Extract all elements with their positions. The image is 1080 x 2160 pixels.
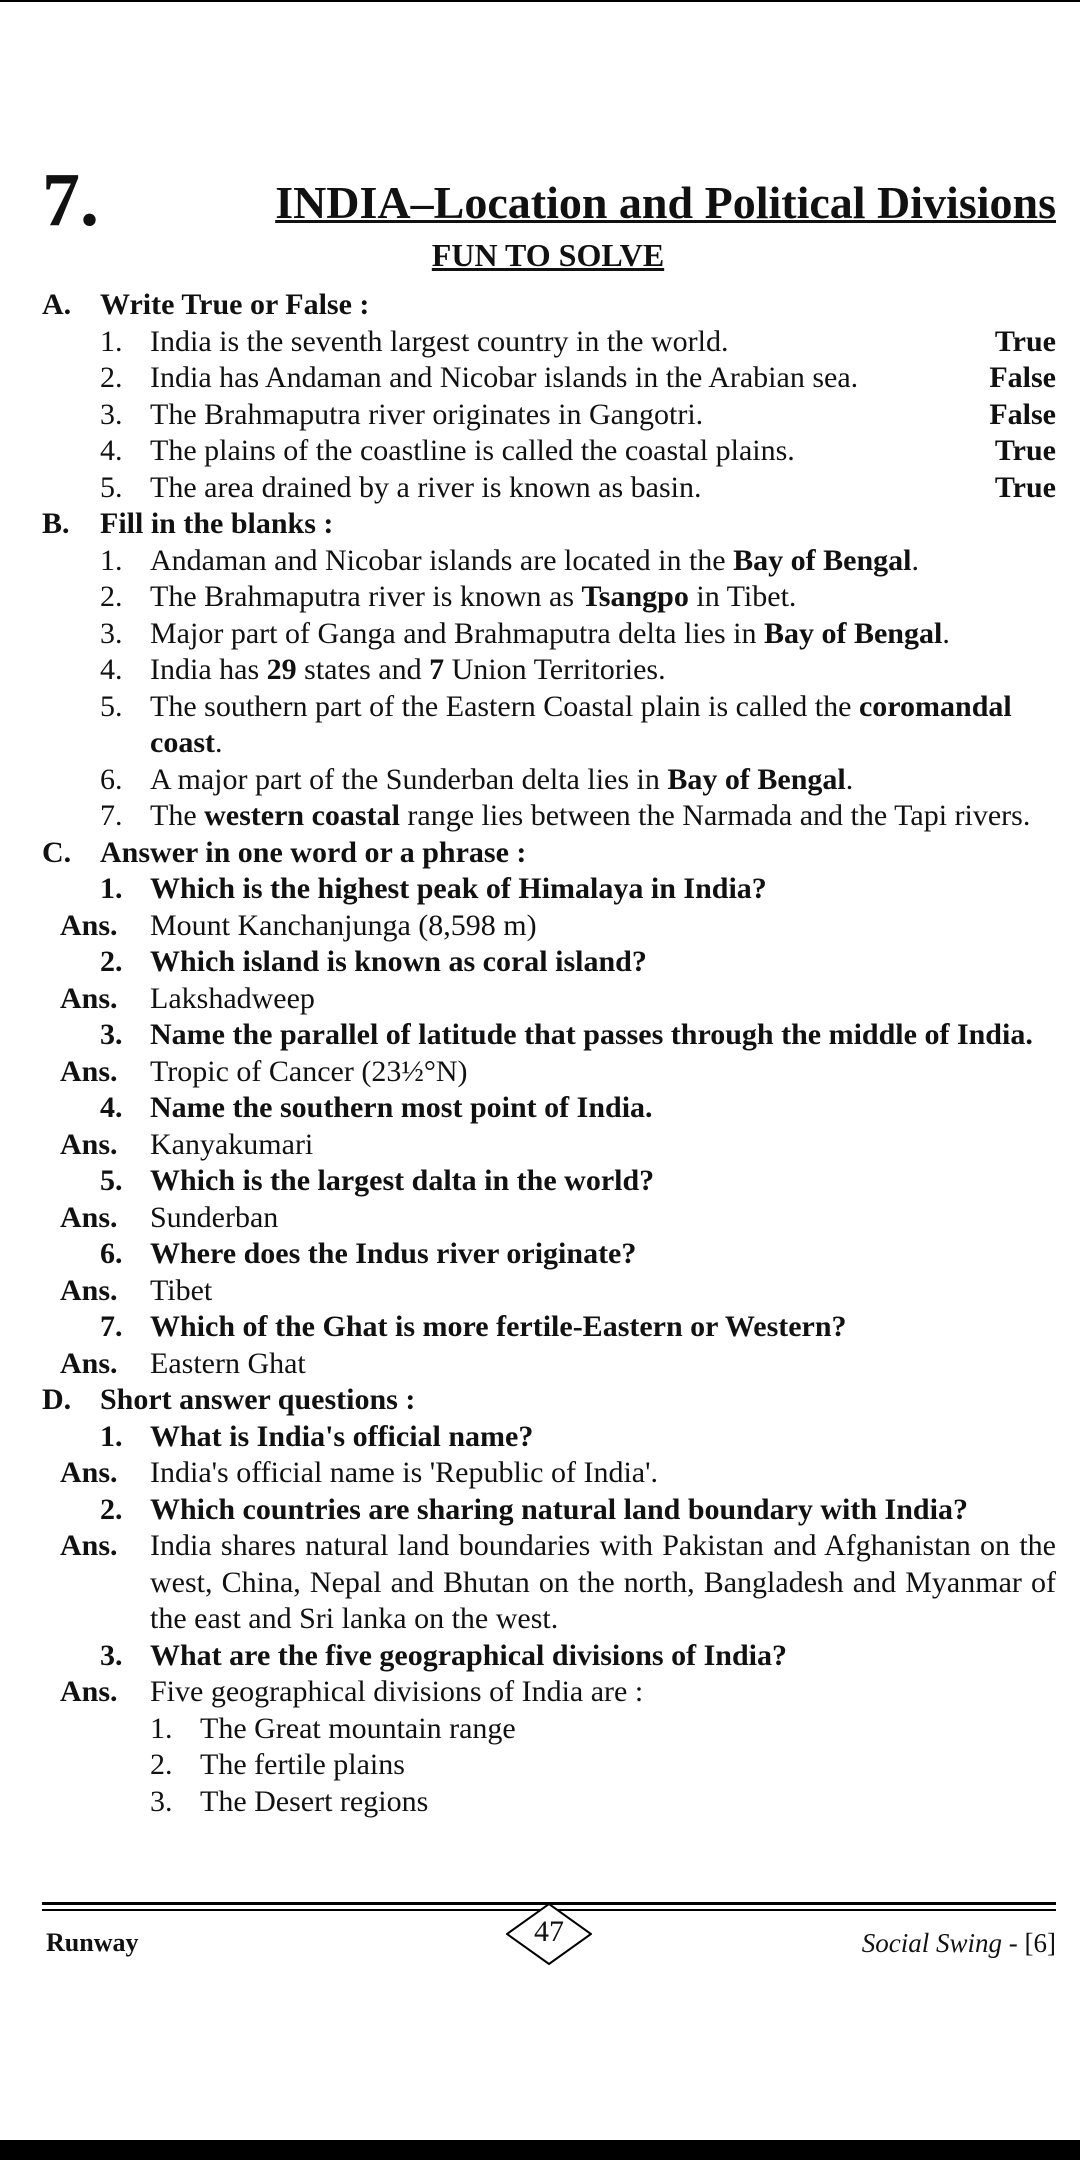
question-text: Which is the highest peak of Himalaya in India? (150, 872, 767, 905)
question-number: 2. (100, 945, 123, 978)
section-a-heading (42, 287, 1056, 324)
answer-text: Tropic of Cancer (23½°N) (150, 1054, 468, 1088)
question-number: 4. (100, 1091, 123, 1124)
answer-text: Tibet (150, 1273, 213, 1307)
text-segment: Andaman and Nicobar islands are located in the (150, 543, 734, 577)
true-false-answer: True (994, 470, 1056, 504)
item-number: 4. (100, 653, 123, 686)
answer (42, 908, 1056, 945)
top-rule (0, 0, 1080, 2)
item-text: The Desert regions (200, 1784, 429, 1818)
text-segment: . (911, 543, 919, 577)
question-text: Which is the largest dalta in the world? (150, 1164, 655, 1197)
question-text: Where does the Indus river originate? (150, 1237, 637, 1270)
question (42, 944, 1056, 981)
list-item (42, 543, 1056, 580)
list-item (42, 470, 1056, 507)
text-segment: . (214, 726, 223, 759)
section-letter: A. (42, 288, 72, 321)
item-text: The plains of the coastline is called the coastal plains. (150, 434, 795, 467)
text-segment: A major part of the Sunderban delta lies in (150, 762, 668, 796)
item-text: The fertile plains (200, 1748, 405, 1781)
question-text: Which island is known as coral island? (150, 945, 647, 978)
page-number-badge (506, 1903, 592, 1965)
section-letter: B. (42, 507, 70, 540)
list-item (42, 324, 1056, 361)
list-item (42, 397, 1056, 434)
question (42, 1163, 1056, 1200)
chapter-title: INDIA–Location and Political Divisions (275, 177, 1056, 228)
answer-text: Sunderban (150, 1200, 279, 1234)
item-number: 3. (100, 616, 123, 650)
answer-label: Ans. (60, 1346, 118, 1380)
question (42, 1419, 1056, 1456)
item-text (150, 652, 1056, 689)
text-segment: The Brahmaputra river is known as (150, 580, 582, 613)
filled-answer: coromandal coast (150, 689, 1012, 759)
answer (42, 1273, 1056, 1310)
section-b-heading (42, 506, 1056, 543)
item-text (150, 689, 1056, 762)
filled-answer: Bay of Bengal (733, 543, 912, 577)
question-text: What are the five geographical divisions of India? (150, 1638, 787, 1672)
question-number: 2. (100, 1492, 123, 1526)
text-segment: . (942, 616, 950, 650)
list-item (42, 652, 1056, 689)
question-text: Name the southern most point of India. (150, 1091, 653, 1124)
question (42, 1090, 1056, 1127)
question-number: 7. (100, 1310, 123, 1343)
filled-answer: Bay of Bengal (763, 616, 943, 650)
item-number: 2. (150, 1748, 173, 1781)
text-segment: . (845, 762, 854, 796)
true-false-answer: True (994, 434, 1056, 467)
list-item (150, 1711, 1056, 1748)
answer (42, 1127, 1056, 1164)
question-number: 1. (100, 872, 123, 905)
question (42, 1309, 1056, 1346)
question-number: 1. (100, 1419, 123, 1453)
item-number: 2. (100, 580, 123, 613)
book-name: Social Swing (861, 1928, 1003, 1958)
text-segment: Union Territories. (444, 653, 666, 686)
item-text (150, 579, 1056, 616)
answer-label: Ans. (60, 1456, 118, 1489)
answer-text: Kanyakumari (150, 1127, 314, 1161)
page-content (42, 287, 1056, 1820)
filled-answer: Tsangpo (581, 580, 689, 613)
list-item (42, 433, 1056, 470)
question-text: Which countries are sharing natural land boundary with India? (150, 1492, 968, 1526)
question (42, 1492, 1056, 1529)
question (42, 871, 1056, 908)
bottom-bar (0, 2140, 1080, 2160)
list-item (150, 1747, 1056, 1784)
answer-label: Ans. (60, 908, 118, 942)
true-false-answer: False (989, 397, 1056, 431)
question-number: 5. (100, 1164, 123, 1197)
item-number: 4. (100, 434, 123, 467)
section-c-heading (42, 835, 1056, 872)
section-title: Short answer questions : (100, 1383, 416, 1416)
question-text: What is India's official name? (150, 1419, 534, 1453)
answer-text: India's official name is 'Republic of India'. (150, 1456, 659, 1489)
answer (42, 1674, 1056, 1711)
book-title (862, 1928, 1056, 1959)
answer-label: Ans. (60, 1200, 118, 1234)
text-segment: in Tibet. (688, 580, 797, 613)
list-item (42, 579, 1056, 616)
question-number: 3. (100, 1638, 123, 1672)
section-title: Answer in one word or a phrase : (100, 835, 527, 869)
answer (42, 981, 1056, 1018)
list-item (42, 360, 1056, 397)
list-item (42, 798, 1056, 835)
answer-label: Ans. (60, 1054, 118, 1088)
publisher-name: Runway (46, 1928, 139, 1957)
answer-text: Eastern Ghat (150, 1346, 306, 1380)
chapter-number: 7. (42, 158, 99, 242)
answer-text: India shares natural land boundaries with Pakistan and Afghanistan on the west, China, Nepal and Bhutan on the north, Bangladesh and Myanmar of the east and Sri lanka on the west. (150, 1529, 1056, 1635)
filled-answer: western coastal (204, 799, 400, 832)
section-d-heading (42, 1382, 1056, 1419)
list-item (150, 1784, 1056, 1821)
item-text (150, 762, 1056, 799)
section-subtitle: FUN TO SOLVE (431, 237, 665, 273)
true-false-answer: False (989, 361, 1056, 394)
filled-answer: 7 (429, 653, 445, 686)
item-number: 1. (150, 1711, 173, 1745)
section-letter: D. (42, 1383, 72, 1416)
text-segment: India has (150, 653, 267, 686)
item-number: 6. (100, 762, 123, 796)
text-segment: The southern part of the Eastern Coastal plain is called the (150, 689, 859, 723)
answer (42, 1054, 1056, 1091)
item-number: 7. (100, 799, 123, 832)
text-segment: range lies between the Narmada and the Tapi rivers. (399, 799, 1031, 832)
item-number: 5. (100, 689, 123, 723)
section-title: Fill in the blanks : (100, 507, 334, 540)
answer-label: Ans. (60, 1675, 118, 1708)
answer (42, 1346, 1056, 1383)
separator: - (1002, 1928, 1025, 1958)
list-item (42, 689, 1056, 762)
answer (42, 1528, 1056, 1638)
item-number: 5. (100, 470, 123, 504)
text-segment: Major part of Ganga and Brahmaputra delta lies in (150, 616, 764, 650)
answer-text: Mount Kanchanjunga (8,598 m) (150, 908, 537, 942)
item-text (150, 616, 1056, 653)
item-text: India has Andaman and Nicobar islands in the Arabian sea. (150, 361, 859, 394)
text-segment: The (150, 799, 205, 832)
answer-label: Ans. (60, 1127, 118, 1161)
item-text (150, 543, 1056, 580)
item-number: 3. (150, 1784, 173, 1818)
item-number: 1. (100, 543, 123, 577)
text-segment: states and (296, 653, 430, 686)
item-text: The Brahmaputra river originates in Gangotri. (150, 397, 704, 431)
answer (42, 1455, 1056, 1492)
true-false-answer: True (994, 324, 1056, 358)
section-letter: C. (42, 835, 72, 869)
item-text: India is the seventh largest country in the world. (150, 324, 729, 358)
answer-label: Ans. (60, 1273, 118, 1307)
filled-answer: 29 (266, 653, 297, 686)
class-label: [6] (1024, 1928, 1056, 1958)
question (42, 1638, 1056, 1675)
question-text: Which of the Ghat is more fertile-Eastern or Western? (150, 1310, 847, 1343)
question-number: 6. (100, 1237, 123, 1270)
page-number: 47 (534, 1915, 564, 1948)
answer (42, 1200, 1056, 1237)
filled-answer: Bay of Bengal (667, 762, 846, 796)
answer-label: Ans. (60, 981, 118, 1015)
answer-text: Five geographical divisions of India are : (150, 1675, 644, 1708)
section-title: Write True or False : (100, 288, 370, 321)
question-text: Name the parallel of latitude that passes through the middle of India. (150, 1018, 1033, 1051)
question (42, 1236, 1056, 1273)
answer-label: Ans. (60, 1529, 118, 1562)
list-item (42, 762, 1056, 799)
answer-text: Lakshadweep (150, 981, 315, 1015)
question-number: 3. (100, 1018, 123, 1051)
item-text: The Great mountain range (200, 1711, 516, 1745)
question (42, 1017, 1056, 1054)
item-number: 3. (100, 397, 123, 431)
item-number: 1. (100, 324, 123, 358)
item-number: 2. (100, 361, 123, 394)
item-text (150, 798, 1056, 835)
item-text: The area drained by a river is known as basin. (150, 470, 702, 504)
list-item (42, 616, 1056, 653)
